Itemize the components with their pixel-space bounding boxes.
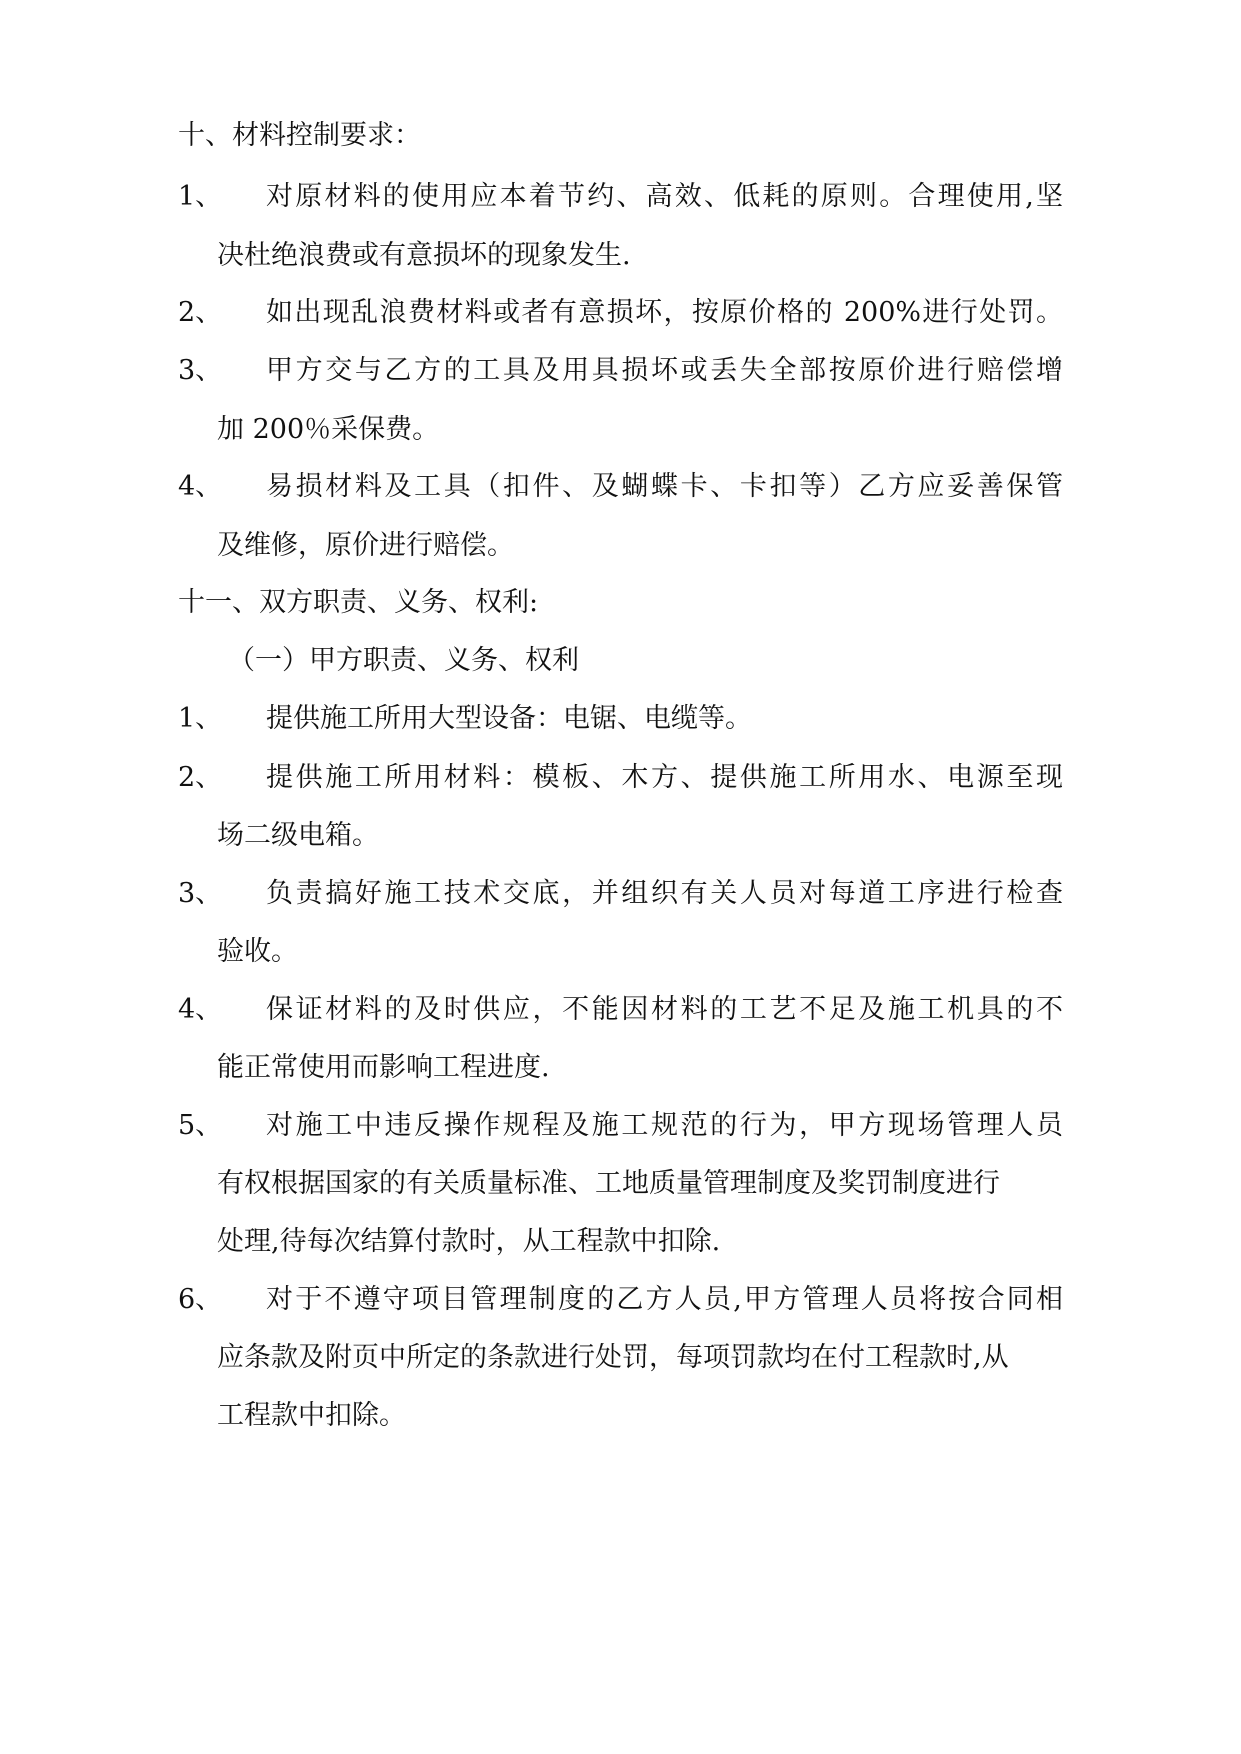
item-number: 4、 — [178, 994, 223, 1025]
item-text-continuation: 有权根据国家的有关质量标准、工地质量管理制度及奖罚制度进行 — [217, 1168, 1000, 1199]
item-text: 如出现乱浪费材料或者有意损坏，按原价格的 200%进行处罚。 — [266, 297, 1063, 328]
item-number: 6、 — [178, 1284, 223, 1315]
item-number: 4、 — [178, 471, 223, 502]
item-text-continuation: 决杜绝浪费或有意损坏的现象发生. — [217, 240, 631, 271]
section-subheading: （一）甲方职责、义务、权利 — [228, 645, 579, 676]
item-text-continuation: 场二级电箱。 — [217, 820, 379, 851]
item-text: 提供施工所用大型设备：电锯、电缆等。 — [266, 703, 752, 734]
item-text-continuation: 及维修，原价进行赔偿。 — [217, 530, 514, 561]
section-heading: 十一、双方职责、义务、权利: — [178, 587, 539, 618]
item-text: 保证材料的及时供应，不能因材料的工艺不足及施工机具的不 — [266, 994, 1063, 1025]
item-text-continuation: 验收。 — [217, 936, 298, 967]
item-text: 提供施工所用材料：模板、木方、提供施工所用水、电源至现 — [266, 762, 1063, 793]
item-text-continuation: 工程款中扣除。 — [217, 1400, 406, 1431]
item-text-continuation: 加 200％采保费。 — [217, 414, 440, 445]
item-text-continuation: 能正常使用而影响工程进度. — [217, 1052, 550, 1083]
item-text: 对原材料的使用应本着节约、高效、低耗的原则。合理使用,坚 — [266, 181, 1063, 212]
item-text-continuation: 应条款及附页中所定的条款进行处罚，每项罚款均在付工程款时,从 — [217, 1342, 1009, 1373]
item-text: 易损材料及工具（扣件、及蝴蝶卡、卡扣等）乙方应妥善保管 — [266, 471, 1063, 502]
item-text: 负责搞好施工技术交底，并组织有关人员对每道工序进行检查 — [266, 878, 1063, 909]
item-number: 2、 — [178, 297, 223, 328]
item-number: 2、 — [178, 762, 223, 793]
item-text-continuation: 处理,待每次结算付款时，从工程款中扣除. — [217, 1226, 721, 1257]
item-number: 3、 — [178, 878, 223, 909]
item-number: 1、 — [178, 181, 223, 212]
item-number: 5、 — [178, 1110, 223, 1141]
item-text: 对施工中违反操作规程及施工规范的行为，甲方现场管理人员 — [266, 1110, 1063, 1141]
item-number: 3、 — [178, 355, 223, 386]
item-number: 1、 — [178, 703, 223, 734]
section-heading: 十、材料控制要求： — [178, 120, 421, 151]
item-text: 对于不遵守项目管理制度的乙方人员,甲方管理人员将按合同相 — [266, 1284, 1063, 1315]
item-text: 甲方交与乙方的工具及用具损坏或丢失全部按原价进行赔偿增 — [266, 355, 1063, 386]
